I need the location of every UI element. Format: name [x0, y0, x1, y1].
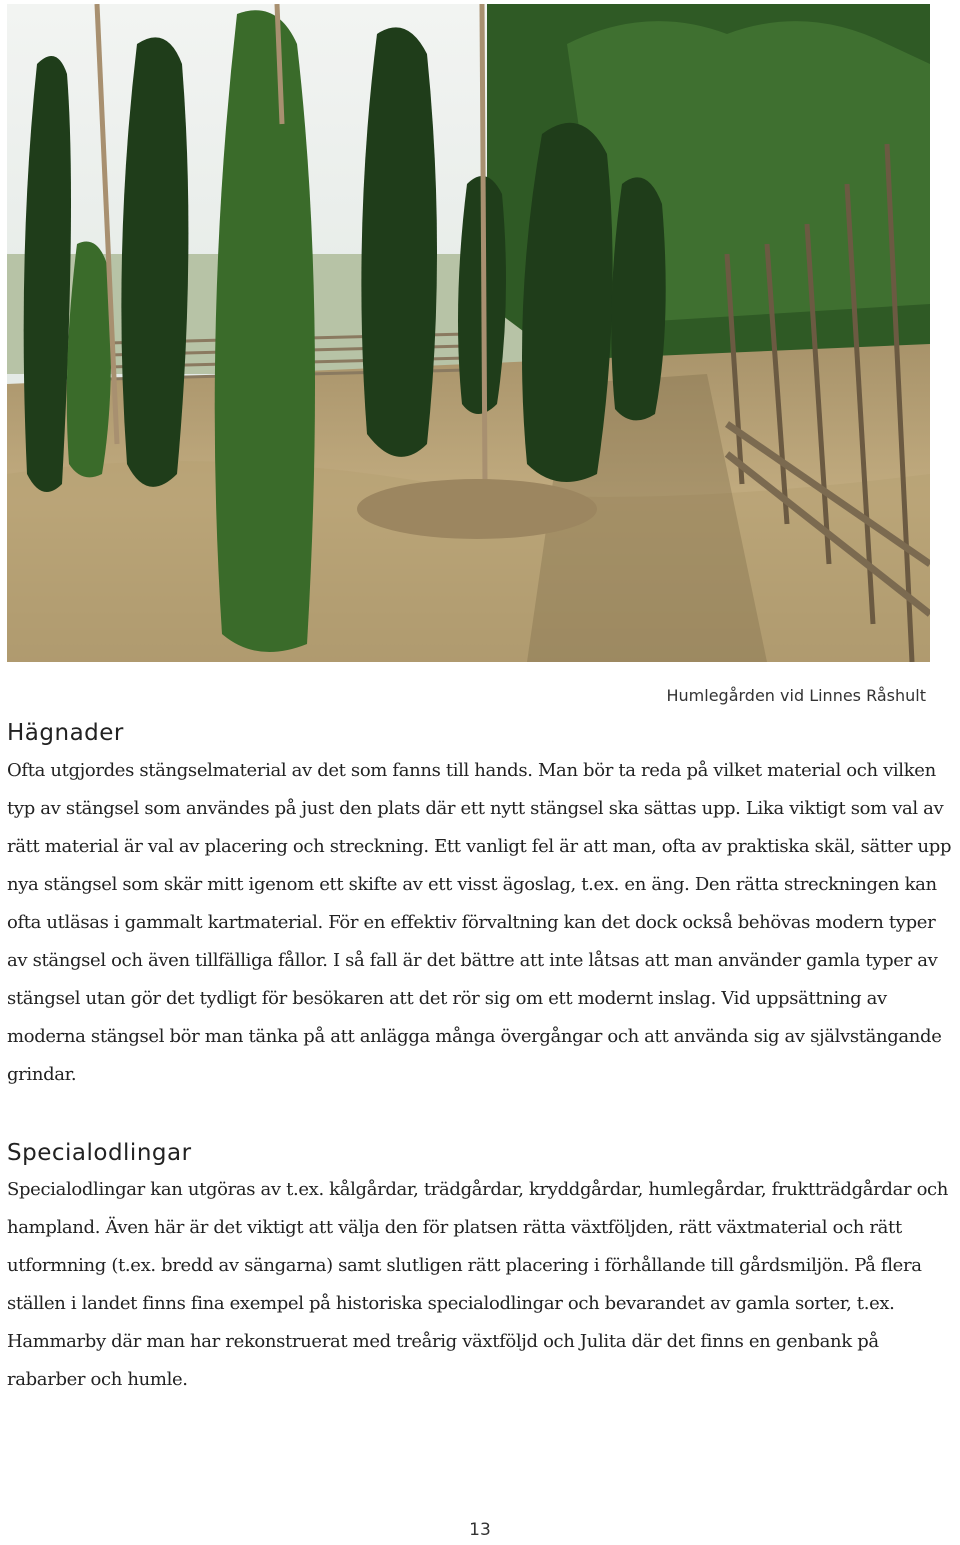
section-heading-hagnader: Hägnader: [7, 720, 124, 746]
section-heading-specialodlingar: Specialodlingar: [7, 1140, 192, 1166]
hop-garden-photo: [7, 4, 930, 662]
page-number: 13: [469, 1520, 491, 1540]
section-paragraph-hagnader: Ofta utgjordes stängselmaterial av det som fanns till hands. Man bör ta reda på vilket material och vilken typ av stängsel som användes på just den plats där ett nytt stängsel ska sättas upp. Lika viktigt som val av rätt material är val av placering och streckning. Ett vanligt fel är att man, ofta av praktiska skäl, sätter upp nya stängsel som skär mitt igenom ett skifte av ett visst ägoslag, t.ex. en äng. Den rätta streckningen kan ofta utläsas i gammalt kartmaterial. För en effektiv förvaltning kan det dock också behövas modern typer av stängsel och även tillfälliga fållor. I så fall är det bättre att inte låtsas att man använder gamla typer av stängsel utan gör det tydligt för besökaren att det rör sig om ett modernt inslag. Vid uppsättning av moderna stängsel bör man tänka på att anlägga många övergångar och att använda sig av självstängande grindar.: [7, 760, 952, 1085]
photo-caption: Humlegården vid Linnes Råshult: [666, 686, 926, 705]
hop-garden-illustration: [7, 4, 930, 662]
section-paragraph-specialodlingar: Specialodlingar kan utgöras av t.ex. kålgårdar, trädgårdar, kryddgårdar, humlegårdar, fruktträdgårdar och hampland. Även här är det viktigt att välja den för platsen rätta växtföljden, rätt växtmaterial och rätt utformning (t.ex. bredd av sängarna) samt slutligen rätt placering i förhållande till gårdsmiljön. På flera ställen i landet finns fina exempel på historiska specialodlingar och bevarandet av gamla sorter, t.ex. Hammarby där man har rekonstruerat med treårig växtföljd och Julita där det finns en genbank på rabarber och humle.: [7, 1179, 949, 1390]
